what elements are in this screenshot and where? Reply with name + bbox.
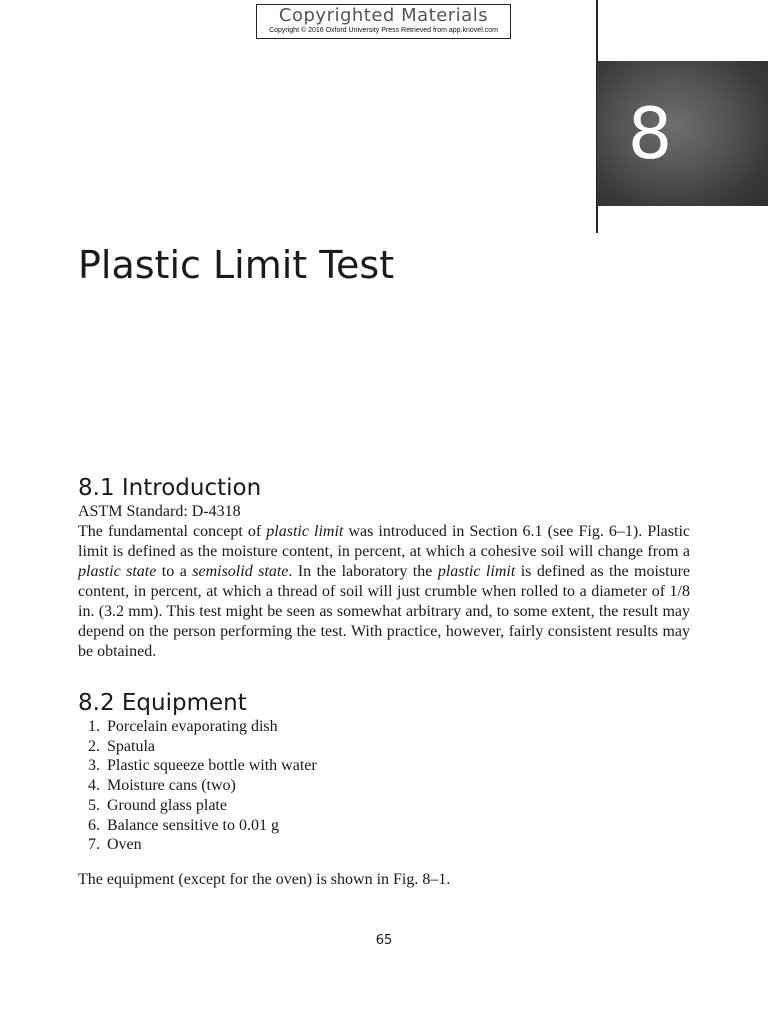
equipment-heading: 8.2 Equipment — [78, 690, 247, 716]
section-introduction — [78, 474, 690, 662]
equipment-item-label: Plastic squeeze bottle with water — [103, 757, 317, 775]
equipment-item-number: 5. — [88, 796, 100, 814]
equipment-item-number: 1. — [88, 718, 100, 735]
equipment-item — [88, 835, 690, 855]
equipment-item — [88, 776, 690, 796]
equipment-item-label: Oven — [103, 836, 142, 854]
equipment-item-number: 2. — [88, 737, 100, 755]
equipment-item-label: Spatula — [103, 737, 155, 755]
equipment-item-number: 3. — [88, 757, 100, 775]
equipment-item-label: Ground glass plate — [103, 796, 227, 814]
paragraph-text: is defined as the moisture content, in percent, at which a thread of soil will just crumble when rolled to a diameter of 1/8 in. (3.2 mm). This test might be seen as somewhat arbitrary and, to some extent, the result may depend on the person performing the test. With practice, however, fairly consistent results may be obtained. — [78, 563, 691, 660]
equipment-item-number: 6. — [88, 816, 100, 834]
paragraph-text: . In the laboratory the — [288, 563, 438, 580]
introduction-paragraph — [78, 522, 690, 662]
italic-term: semisolid state — [192, 563, 289, 580]
equipment-item-number: 7. — [88, 836, 100, 854]
equipment-item-label: Porcelain evaporating dish — [103, 718, 278, 735]
equipment-item — [88, 796, 690, 816]
equipment-item — [88, 737, 690, 757]
equipment-list — [78, 717, 690, 855]
paragraph-text: was introduced in Section 6.1 (see Fig. 6–1). Plastic limit is defined as the moisture content, in percent, at which a cohesive soil will change from a — [78, 523, 691, 560]
paragraph-text: to a — [156, 563, 193, 580]
equipment-item-label: Balance sensitive to 0.01 g — [103, 816, 279, 834]
astm-standard-line: ASTM Standard: D-4318 — [78, 503, 241, 520]
italic-term: plastic limit — [266, 523, 344, 540]
equipment-item — [88, 816, 690, 836]
equipment-item-label: Moisture cans (two) — [103, 777, 236, 795]
italic-term: plastic state — [78, 563, 157, 580]
chapter-title: Plastic Limit Test — [78, 243, 395, 287]
italic-term: plastic limit — [437, 563, 516, 580]
equipment-item-number: 4. — [88, 777, 100, 795]
watermark-subtitle: Copyright © 2016 Oxford University Press Retrieved from app.knovel.com — [269, 27, 498, 34]
equipment-item — [88, 717, 690, 737]
introduction-heading: 8.1 Introduction — [78, 475, 262, 501]
equipment-item — [88, 756, 690, 776]
copyright-watermark — [256, 4, 511, 39]
page-number: 65 — [375, 933, 393, 948]
paragraph-text: The fundamental concept of — [78, 523, 267, 540]
section-equipment — [78, 689, 690, 855]
equipment-note: The equipment (except for the oven) is shown in Fig. 8–1. — [78, 871, 451, 888]
chapter-number-box — [597, 61, 768, 206]
chapter-number: 8 — [627, 93, 673, 175]
watermark-title: Copyrighted Materials — [278, 5, 489, 26]
